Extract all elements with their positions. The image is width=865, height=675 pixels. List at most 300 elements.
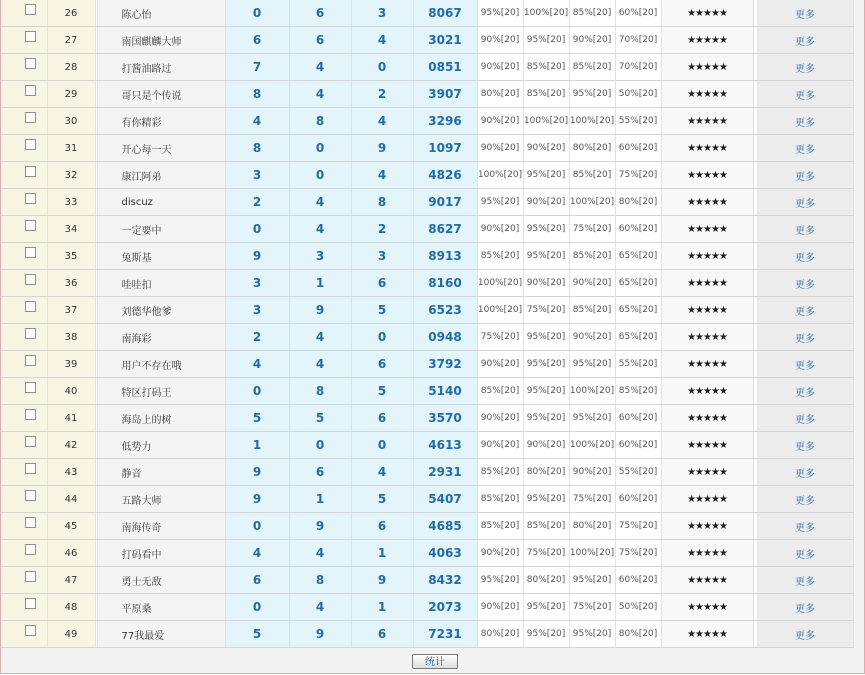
star-rating: ★★★★★ <box>661 297 753 324</box>
rate-2: 95%[20] <box>523 324 569 351</box>
table-row <box>1 594 853 621</box>
rate-3: 95%[20] <box>569 405 615 432</box>
star-rating: ★★★★★ <box>661 513 753 540</box>
digit-2: 4 <box>289 81 351 108</box>
table-row <box>1 162 853 189</box>
member-name: 海岛上的树 <box>97 405 225 432</box>
table-row <box>1 270 853 297</box>
results-table <box>1 0 854 648</box>
rate-3: 85%[20] <box>569 243 615 270</box>
more-link[interactable]: 更多 <box>757 621 853 648</box>
row-checkbox[interactable] <box>1 216 47 243</box>
digit-3: 3 <box>351 0 413 27</box>
digit-3: 0 <box>351 54 413 81</box>
rate-3: 80%[20] <box>569 135 615 162</box>
rate-1: 90%[20] <box>477 135 523 162</box>
rate-2: 90%[20] <box>523 270 569 297</box>
digit-1: 3 <box>225 297 289 324</box>
checkbox[interactable] <box>25 220 36 231</box>
rate-2: 95%[20] <box>523 216 569 243</box>
rate-2: 95%[20] <box>523 243 569 270</box>
rate-3: 85%[20] <box>569 0 615 27</box>
rate-3: 80%[20] <box>569 513 615 540</box>
checkbox[interactable] <box>25 85 36 96</box>
more-link[interactable]: 更多 <box>757 243 853 270</box>
star-rating: ★★★★★ <box>661 270 753 297</box>
digit-3: 2 <box>351 81 413 108</box>
digit-2: 9 <box>289 297 351 324</box>
row-number: 41 <box>47 405 95 432</box>
number-code: 2073 <box>413 594 477 621</box>
star-rating: ★★★★★ <box>661 351 753 378</box>
number-code: 5407 <box>413 486 477 513</box>
more-link[interactable]: 更多 <box>757 513 853 540</box>
rate-2: 80%[20] <box>523 459 569 486</box>
rate-1: 100%[20] <box>477 270 523 297</box>
rate-2: 90%[20] <box>523 135 569 162</box>
star-rating: ★★★★★ <box>661 405 753 432</box>
number-code: 8160 <box>413 270 477 297</box>
star-rating: ★★★★★ <box>661 432 753 459</box>
checkbox[interactable] <box>25 58 36 69</box>
star-rating: ★★★★★ <box>661 189 753 216</box>
digit-2: 8 <box>289 378 351 405</box>
more-link[interactable]: 更多 <box>757 405 853 432</box>
digit-2: 4 <box>289 189 351 216</box>
digit-1: 0 <box>225 378 289 405</box>
row-number: 35 <box>47 243 95 270</box>
row-number: 38 <box>47 324 95 351</box>
member-name: 用户不存在哦 <box>97 351 225 378</box>
digit-1: 8 <box>225 135 289 162</box>
digit-2: 1 <box>289 486 351 513</box>
rate-1: 80%[20] <box>477 81 523 108</box>
rate-4: 55%[20] <box>615 108 661 135</box>
row-number: 26 <box>47 0 95 27</box>
rate-3: 95%[20] <box>569 81 615 108</box>
rate-4: 55%[20] <box>615 351 661 378</box>
number-code: 4063 <box>413 540 477 567</box>
rate-4: 50%[20] <box>615 81 661 108</box>
rate-4: 75%[20] <box>615 513 661 540</box>
star-rating: ★★★★★ <box>661 459 753 486</box>
checkbox[interactable] <box>25 166 36 177</box>
row-checkbox[interactable] <box>1 297 47 324</box>
digit-2: 9 <box>289 621 351 648</box>
table-row <box>1 432 853 459</box>
star-rating: ★★★★★ <box>661 594 753 621</box>
digit-3: 5 <box>351 297 413 324</box>
table-body <box>1 0 853 648</box>
table-row <box>1 513 853 540</box>
rate-1: 95%[20] <box>477 0 523 27</box>
row-checkbox[interactable] <box>1 594 47 621</box>
rate-2: 90%[20] <box>523 432 569 459</box>
row-checkbox[interactable] <box>1 189 47 216</box>
member-name: 南海彩 <box>97 324 225 351</box>
checkbox[interactable] <box>25 274 36 285</box>
more-link[interactable]: 更多 <box>757 270 853 297</box>
rate-2: 95%[20] <box>523 405 569 432</box>
checkbox[interactable] <box>25 31 36 42</box>
checkbox[interactable] <box>25 544 36 555</box>
digit-1: 0 <box>225 513 289 540</box>
rate-2: 95%[20] <box>523 378 569 405</box>
rate-2: 95%[20] <box>523 621 569 648</box>
digit-1: 2 <box>225 324 289 351</box>
more-link[interactable]: 更多 <box>757 378 853 405</box>
table-row <box>1 297 853 324</box>
member-name: 南海传奇 <box>97 513 225 540</box>
checkbox[interactable] <box>25 247 36 258</box>
rate-2: 85%[20] <box>523 81 569 108</box>
digit-3: 5 <box>351 486 413 513</box>
row-number: 43 <box>47 459 95 486</box>
row-checkbox[interactable] <box>1 243 47 270</box>
row-number: 29 <box>47 81 95 108</box>
row-checkbox[interactable] <box>1 459 47 486</box>
star-rating: ★★★★★ <box>661 135 753 162</box>
digit-1: 4 <box>225 108 289 135</box>
more-link[interactable]: 更多 <box>757 162 853 189</box>
digit-2: 8 <box>289 567 351 594</box>
digit-1: 1 <box>225 432 289 459</box>
row-number: 47 <box>47 567 95 594</box>
rate-1: 85%[20] <box>477 459 523 486</box>
rate-3: 75%[20] <box>569 486 615 513</box>
rate-3: 100%[20] <box>569 432 615 459</box>
table-row <box>1 405 853 432</box>
number-code: 4685 <box>413 513 477 540</box>
more-link[interactable]: 更多 <box>757 27 853 54</box>
table-row <box>1 621 853 648</box>
rate-4: 75%[20] <box>615 540 661 567</box>
digit-1: 4 <box>225 351 289 378</box>
star-rating: ★★★★★ <box>661 27 753 54</box>
number-code: 3570 <box>413 405 477 432</box>
row-number: 39 <box>47 351 95 378</box>
number-code: 2931 <box>413 459 477 486</box>
number-code: 1097 <box>413 135 477 162</box>
checkbox[interactable] <box>25 571 36 582</box>
stat-button[interactable]: 统计 <box>412 654 458 669</box>
digit-1: 2 <box>225 189 289 216</box>
digit-2: 5 <box>289 405 351 432</box>
member-name: 哥只是个传说 <box>97 81 225 108</box>
rate-1: 95%[20] <box>477 567 523 594</box>
row-number: 30 <box>47 108 95 135</box>
more-link[interactable]: 更多 <box>757 0 853 27</box>
number-code: 8432 <box>413 567 477 594</box>
row-number: 49 <box>47 621 95 648</box>
digit-3: 6 <box>351 621 413 648</box>
table-row <box>1 81 853 108</box>
digit-1: 7 <box>225 54 289 81</box>
member-name: 打酱油路过 <box>97 54 225 81</box>
rate-1: 80%[20] <box>477 621 523 648</box>
number-code: 8627 <box>413 216 477 243</box>
rate-1: 75%[20] <box>477 324 523 351</box>
digit-1: 8 <box>225 81 289 108</box>
rate-2: 95%[20] <box>523 351 569 378</box>
more-link[interactable]: 更多 <box>757 189 853 216</box>
row-checkbox[interactable] <box>1 324 47 351</box>
member-name: 五路大师 <box>97 486 225 513</box>
rate-2: 95%[20] <box>523 27 569 54</box>
row-number: 37 <box>47 297 95 324</box>
digit-2: 6 <box>289 459 351 486</box>
row-number: 46 <box>47 540 95 567</box>
rate-1: 90%[20] <box>477 351 523 378</box>
checkbox[interactable] <box>25 409 36 420</box>
number-code: 3907 <box>413 81 477 108</box>
star-rating: ★★★★★ <box>661 324 753 351</box>
rate-3: 90%[20] <box>569 324 615 351</box>
rate-3: 100%[20] <box>569 540 615 567</box>
digit-1: 3 <box>225 162 289 189</box>
digit-3: 6 <box>351 351 413 378</box>
row-checkbox[interactable] <box>1 135 47 162</box>
member-name: 静音 <box>97 459 225 486</box>
checkbox[interactable] <box>25 301 36 312</box>
digit-1: 9 <box>225 243 289 270</box>
rate-3: 90%[20] <box>569 459 615 486</box>
rate-1: 90%[20] <box>477 27 523 54</box>
digit-2: 4 <box>289 540 351 567</box>
more-link[interactable]: 更多 <box>757 54 853 81</box>
row-checkbox[interactable] <box>1 567 47 594</box>
star-rating: ★★★★★ <box>661 162 753 189</box>
checkbox[interactable] <box>25 436 36 447</box>
digit-3: 2 <box>351 216 413 243</box>
more-link[interactable]: 更多 <box>757 297 853 324</box>
digit-2: 4 <box>289 216 351 243</box>
number-code: 8067 <box>413 0 477 27</box>
number-code: 8913 <box>413 243 477 270</box>
row-checkbox[interactable] <box>1 108 47 135</box>
more-link[interactable]: 更多 <box>757 81 853 108</box>
more-link[interactable]: 更多 <box>757 108 853 135</box>
star-rating: ★★★★★ <box>661 486 753 513</box>
more-link[interactable]: 更多 <box>757 216 853 243</box>
rate-2: 80%[20] <box>523 567 569 594</box>
checkbox[interactable] <box>25 328 36 339</box>
row-checkbox[interactable] <box>1 81 47 108</box>
rate-3: 85%[20] <box>569 162 615 189</box>
rate-3: 90%[20] <box>569 27 615 54</box>
rate-3: 95%[20] <box>569 567 615 594</box>
more-link[interactable]: 更多 <box>757 567 853 594</box>
row-checkbox[interactable] <box>1 162 47 189</box>
row-checkbox[interactable] <box>1 27 47 54</box>
table-row <box>1 459 853 486</box>
row-number: 48 <box>47 594 95 621</box>
row-number: 33 <box>47 189 95 216</box>
number-code: 9017 <box>413 189 477 216</box>
digit-3: 4 <box>351 162 413 189</box>
rate-3: 100%[20] <box>569 189 615 216</box>
digit-3: 3 <box>351 243 413 270</box>
rate-4: 60%[20] <box>615 432 661 459</box>
member-name: 77我最爱 <box>97 621 225 648</box>
digit-2: 4 <box>289 324 351 351</box>
rate-4: 70%[20] <box>615 54 661 81</box>
rate-1: 90%[20] <box>477 540 523 567</box>
row-number: 27 <box>47 27 95 54</box>
rate-3: 75%[20] <box>569 594 615 621</box>
checkbox[interactable] <box>25 517 36 528</box>
number-code: 3296 <box>413 108 477 135</box>
checkbox[interactable] <box>25 355 36 366</box>
digit-3: 6 <box>351 405 413 432</box>
checkbox[interactable] <box>25 112 36 123</box>
checkbox[interactable] <box>25 598 36 609</box>
rate-4: 75%[20] <box>615 162 661 189</box>
star-rating: ★★★★★ <box>661 108 753 135</box>
row-checkbox[interactable] <box>1 0 47 27</box>
digit-1: 9 <box>225 459 289 486</box>
number-code: 5140 <box>413 378 477 405</box>
rate-1: 90%[20] <box>477 216 523 243</box>
star-rating: ★★★★★ <box>661 540 753 567</box>
digit-2: 8 <box>289 108 351 135</box>
more-link[interactable]: 更多 <box>757 351 853 378</box>
digit-2: 4 <box>289 54 351 81</box>
digit-3: 8 <box>351 189 413 216</box>
digit-2: 4 <box>289 594 351 621</box>
table-row <box>1 540 853 567</box>
rate-1: 90%[20] <box>477 405 523 432</box>
rate-1: 100%[20] <box>477 162 523 189</box>
rate-4: 65%[20] <box>615 243 661 270</box>
rate-1: 90%[20] <box>477 108 523 135</box>
rate-3: 85%[20] <box>569 297 615 324</box>
row-checkbox[interactable] <box>1 486 47 513</box>
member-name: discuz <box>97 189 225 216</box>
rate-4: 65%[20] <box>615 324 661 351</box>
more-link[interactable]: 更多 <box>757 540 853 567</box>
checkbox[interactable] <box>25 139 36 150</box>
row-number: 36 <box>47 270 95 297</box>
row-checkbox[interactable] <box>1 540 47 567</box>
rate-1: 85%[20] <box>477 513 523 540</box>
row-number: 42 <box>47 432 95 459</box>
more-link[interactable]: 更多 <box>757 432 853 459</box>
number-code: 3792 <box>413 351 477 378</box>
table-row <box>1 567 853 594</box>
member-name: 南国麒麟大师 <box>97 27 225 54</box>
number-code: 3021 <box>413 27 477 54</box>
row-checkbox[interactable] <box>1 54 47 81</box>
checkbox[interactable] <box>25 463 36 474</box>
digit-3: 1 <box>351 540 413 567</box>
checkbox[interactable] <box>25 490 36 501</box>
rate-4: 60%[20] <box>615 0 661 27</box>
table-row <box>1 54 853 81</box>
member-name: 哇哇扣 <box>97 270 225 297</box>
row-checkbox[interactable] <box>1 405 47 432</box>
digit-1: 5 <box>225 405 289 432</box>
member-name: 康江阿弟 <box>97 162 225 189</box>
rate-3: 90%[20] <box>569 270 615 297</box>
digit-2: 6 <box>289 0 351 27</box>
rate-4: 60%[20] <box>615 567 661 594</box>
number-code: 6523 <box>413 297 477 324</box>
row-checkbox[interactable] <box>1 432 47 459</box>
row-number: 34 <box>47 216 95 243</box>
row-checkbox[interactable] <box>1 378 47 405</box>
rate-4: 80%[20] <box>615 189 661 216</box>
more-link[interactable]: 更多 <box>757 459 853 486</box>
digit-3: 6 <box>351 270 413 297</box>
table-footer <box>1 650 863 673</box>
digit-2: 1 <box>289 270 351 297</box>
member-name: 开心每一天 <box>97 135 225 162</box>
number-code: 0948 <box>413 324 477 351</box>
digit-1: 3 <box>225 270 289 297</box>
rate-2: 90%[20] <box>523 189 569 216</box>
checkbox[interactable] <box>25 193 36 204</box>
rate-3: 75%[20] <box>569 216 615 243</box>
row-number: 44 <box>47 486 95 513</box>
more-link[interactable]: 更多 <box>757 324 853 351</box>
star-rating: ★★★★★ <box>661 81 753 108</box>
rate-2: 85%[20] <box>523 513 569 540</box>
number-code: 0851 <box>413 54 477 81</box>
more-link[interactable]: 更多 <box>757 135 853 162</box>
rate-4: 60%[20] <box>615 486 661 513</box>
row-checkbox[interactable] <box>1 351 47 378</box>
checkbox[interactable] <box>25 4 36 15</box>
rate-2: 100%[20] <box>523 0 569 27</box>
rate-1: 90%[20] <box>477 594 523 621</box>
more-link[interactable]: 更多 <box>757 486 853 513</box>
member-name: 勇士无敌 <box>97 567 225 594</box>
number-code: 4826 <box>413 162 477 189</box>
row-checkbox[interactable] <box>1 621 47 648</box>
table-row <box>1 486 853 513</box>
row-checkbox[interactable] <box>1 270 47 297</box>
digit-1: 5 <box>225 621 289 648</box>
rate-2: 75%[20] <box>523 540 569 567</box>
rate-3: 100%[20] <box>569 378 615 405</box>
table-row <box>1 135 853 162</box>
number-code: 7231 <box>413 621 477 648</box>
member-name: 陈心怡 <box>97 0 225 27</box>
digit-3: 4 <box>351 108 413 135</box>
checkbox[interactable] <box>25 382 36 393</box>
more-link[interactable]: 更多 <box>757 594 853 621</box>
star-rating: ★★★★★ <box>661 567 753 594</box>
row-number: 31 <box>47 135 95 162</box>
rate-4: 80%[20] <box>615 621 661 648</box>
row-checkbox[interactable] <box>1 513 47 540</box>
row-number: 40 <box>47 378 95 405</box>
member-name: 平原桑 <box>97 594 225 621</box>
table-row <box>1 189 853 216</box>
checkbox[interactable] <box>25 625 36 636</box>
rate-2: 85%[20] <box>523 54 569 81</box>
digit-2: 4 <box>289 351 351 378</box>
digit-1: 0 <box>225 594 289 621</box>
digit-3: 9 <box>351 135 413 162</box>
rate-2: 95%[20] <box>523 594 569 621</box>
digit-2: 0 <box>289 162 351 189</box>
digit-3: 1 <box>351 594 413 621</box>
rate-3: 85%[20] <box>569 54 615 81</box>
member-name: 有你精彩 <box>97 108 225 135</box>
member-name: 低势力 <box>97 432 225 459</box>
